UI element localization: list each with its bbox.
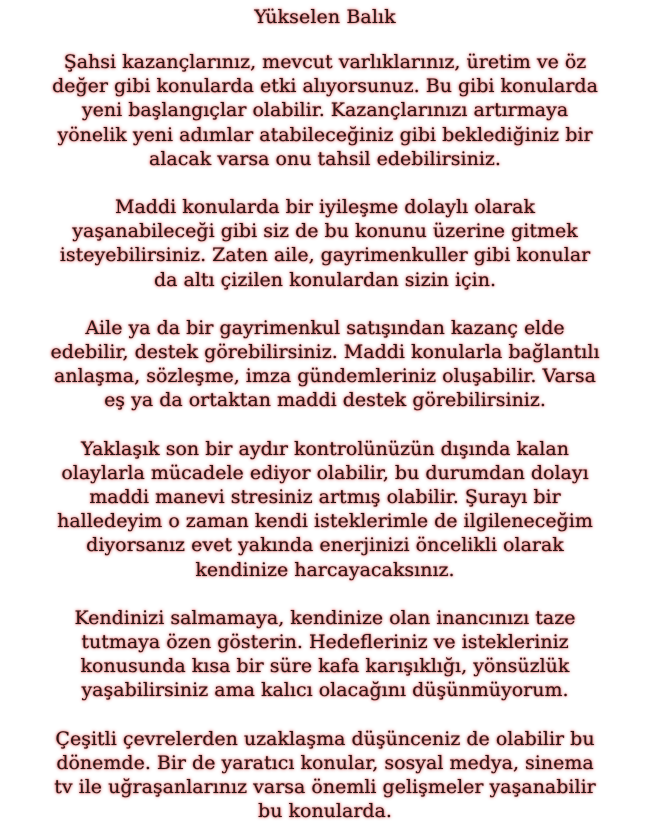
text-line: tutmaya özen gösterin. Hedefleriniz ve istekleriniz	[81, 631, 569, 654]
text-line: yaşabilirsiniz ama kalıcı olacağını düşünmüyorum.	[81, 679, 569, 702]
text-line: edebilir, destek görebilirsiniz. Maddi konularla bağlantılı	[50, 341, 600, 364]
text-line: alacak varsa onu tahsil edebilirsiniz.	[149, 147, 501, 170]
text-line: yeni başlangıçlar olabilir. Kazançlarınızı artırmaya	[81, 99, 569, 122]
text-line: dönemde. Bir de yaratıcı konular, sosyal medya, sinema	[56, 751, 594, 774]
document-title: Yükselen Balık	[254, 6, 396, 28]
text-line: anlaşma, sözleşme, imza gündemleriniz oluşabilir. Varsa	[54, 365, 596, 388]
text-line: tv ile uğraşanlarınız varsa önemli gelişmeler yaşanabilir	[54, 776, 596, 799]
text-line: Çeşitli çevrelerden uzaklaşma düşünceniz de olabilir bu	[55, 727, 595, 750]
text-line: eş ya da ortaktan maddi destek görebilirsiniz.	[104, 389, 546, 412]
text-line: diyorsanız evet yakında enerjinizi öncelikli olarak	[86, 534, 564, 557]
text-line: da altı çizilen konulardan sizin için.	[153, 268, 497, 291]
paragraph-1	[0, 50, 650, 171]
paragraph-2	[0, 195, 650, 292]
text-line: bu konularda.	[258, 800, 392, 823]
text-line: yönelik yeni adımlar atabileceğiniz gibi beklediğiniz bir	[57, 123, 593, 146]
text-line: maddi manevi stresiniz artmış olabilir. Şurayı bir	[89, 486, 561, 509]
paragraph-4	[0, 437, 650, 582]
text-line: kendinize harcayacaksınız.	[195, 558, 455, 581]
paragraph-6	[0, 727, 650, 823]
text-line: Yaklaşık son bir aydır kontrolünüzün dışında kalan	[81, 437, 569, 460]
text-line: isteyebilirsiniz. Zaten aile, gayrimenkuller gibi konular	[59, 244, 591, 267]
text-line: olaylarla mücadele ediyor olabilir, bu durumdan dolayı	[61, 461, 589, 484]
paragraph-5	[0, 606, 650, 703]
paragraph-3	[0, 316, 650, 413]
text-line: Maddi konularda bir iyileşme dolaylı olarak	[115, 196, 535, 219]
text-line: Aile ya da bir gayrimenkul satışından kazanç elde	[85, 316, 565, 339]
text-line: halledeyim o zaman kendi isteklerimle de ilgileneceğim	[57, 510, 593, 533]
text-line: değer gibi konularda etki alıyorsunuz. Bu gibi konularda	[52, 75, 598, 98]
text-line: Kendinizi salmamaya, kendinize olan inancınızı taze	[74, 606, 576, 629]
text-line: konusunda kısa bir süre kafa karışıklığı, yönsüzlük	[80, 655, 570, 678]
text-line: yaşanabileceği gibi siz de bu konunu üzerine gitmek	[72, 220, 578, 243]
text-line: Şahsi kazançlarınız, mevcut varlıklarınız, üretim ve öz	[63, 51, 587, 73]
